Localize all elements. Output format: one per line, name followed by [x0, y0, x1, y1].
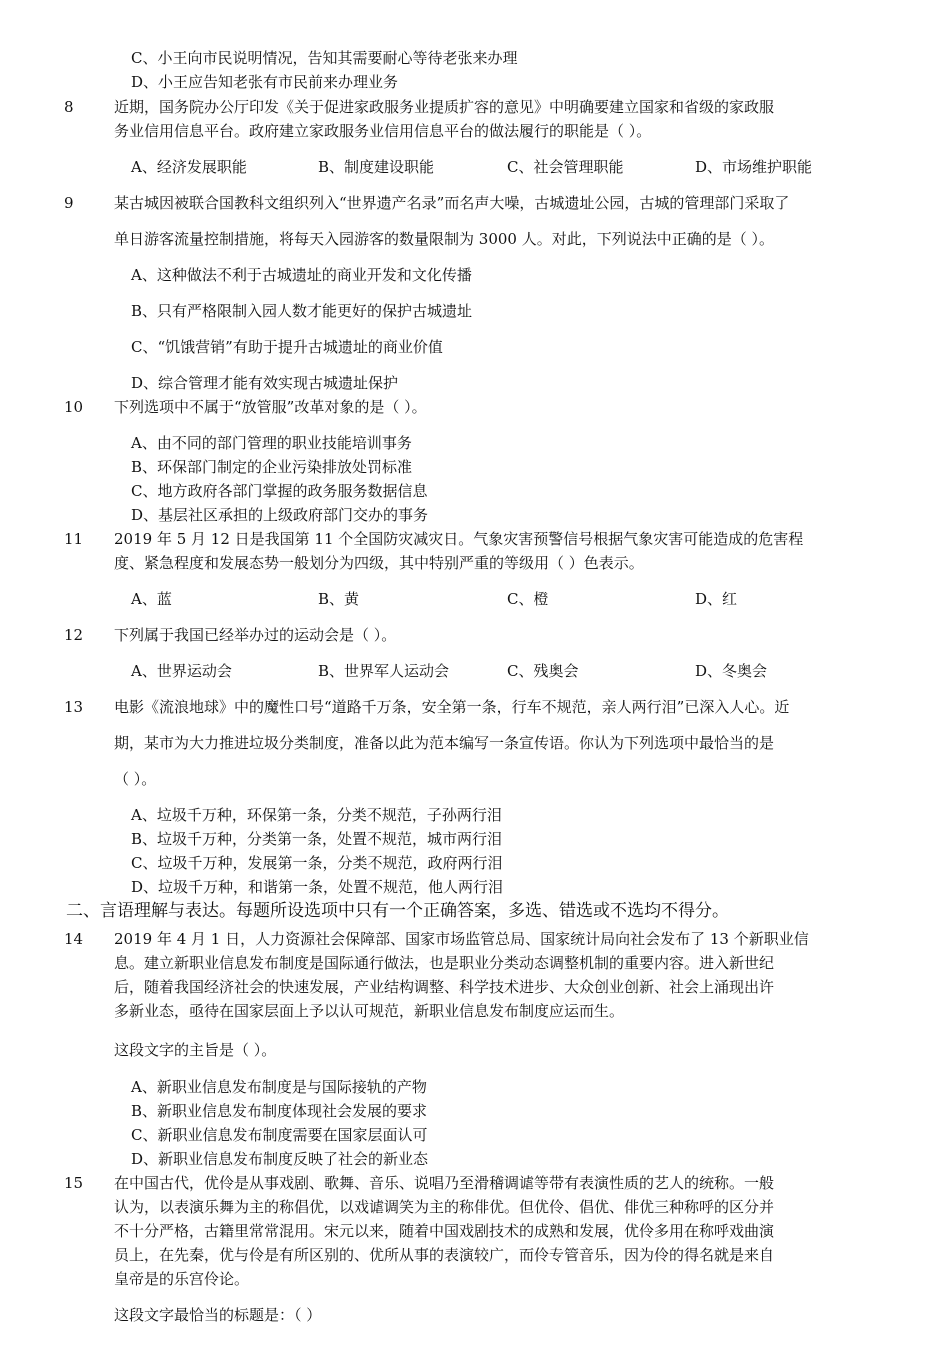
q10-option-c: C、地方政府各部门掌握的政务服务数据信息: [131, 482, 428, 500]
q11-option-c: C、橙: [507, 590, 549, 608]
q9-stem-line-2: 单日游客流量控制措施，将每天入园游客的数量限制为 3000 人。对此，下列说法中正确的是（ ）。: [114, 230, 774, 248]
q11-stem-line-2: 度、紧急程度和发展态势一般划分为四级，其中特别严重的等级用（ ）色表示。: [114, 554, 644, 572]
q10-option-b: B、环保部门制定的企业污染排放处罚标准: [131, 458, 413, 476]
q10-stem: 下列选项中不属于“放管服”改革对象的是（ ）。: [114, 398, 427, 416]
q13-option-c: C、垃圾千万种，发展第一条，分类不规范，政府两行泪: [131, 854, 503, 872]
q13-stem-line-3: （ ）。: [114, 770, 157, 788]
section-heading: 二、言语理解与表达。每题所设选项中只有一个正确答案，多选、错选或不选均不得分。: [66, 901, 729, 921]
q8-number: 8: [64, 98, 74, 116]
q9-option-d: D、综合管理才能有效实现古城遗址保护: [131, 374, 399, 392]
q15-question: 这段文字最恰当的标题是：（ ）: [114, 1306, 322, 1324]
q12-option-b: B、世界军人运动会: [318, 662, 450, 680]
q10-number: 10: [64, 398, 84, 416]
q9-stem-line-1: 某古城因被联合国教科文组织列入“世界遗产名录”而名声大噪，古城遗址公园，古城的管理部门采取了: [114, 194, 790, 212]
q11-option-b: B、黄: [318, 590, 360, 608]
q14-option-c: C、新职业信息发布制度需要在国家层面认可: [131, 1126, 428, 1144]
q9-option-a: A、这种做法不利于古城遗址的商业开发和文化传播: [131, 266, 472, 284]
q14-question: 这段文字的主旨是（ ）。: [114, 1041, 277, 1059]
q15-number: 15: [64, 1174, 84, 1192]
q11-stem-line-1: 2019 年 5 月 12 日是我国第 11 个全国防灾减灾日。气象灾害预警信号根据气象灾害可能造成的危害程: [114, 530, 804, 548]
q12-stem: 下列属于我国已经举办过的运动会是（ ）。: [114, 626, 397, 644]
q15-stem-line-1: 在中国古代，优伶是从事戏剧、歌舞、音乐、说唱乃至滑稽调谑等带有表演性质的艺人的统称。一般: [114, 1174, 775, 1192]
q12-option-a: A、世界运动会: [131, 662, 232, 680]
q11-option-a: A、蓝: [131, 590, 172, 608]
q7-option-d: D、小王应告知老张有市民前来办理业务: [131, 73, 399, 91]
q8-stem-line-2: 务业信用信息平台。政府建立家政服务业信用信息平台的做法履行的职能是（ ）。: [114, 122, 652, 140]
q14-stem-line-1: 2019 年 4 月 1 日，人力资源社会保障部、国家市场监管总局、国家统计局向社会发布了 13 个新职业信: [114, 930, 809, 948]
q9-option-b: B、只有严格限制入园人数才能更好的保护古城遗址: [131, 302, 473, 320]
q13-stem-line-2: 期，某市为大力推进垃圾分类制度，准备以此为范本编写一条宣传语。你认为下列选项中最恰当的是: [114, 734, 775, 752]
q13-option-d: D、垃圾千万种，和谐第一条，处置不规范，他人两行泪: [131, 878, 504, 896]
q14-stem-line-3: 后，随着我国经济社会的快速发展，产业结构调整、科学技术进步、大众创业创新、社会上涌现出许: [114, 978, 775, 996]
q15-stem-line-5: 皇帝是的乐宫伶论。: [114, 1270, 250, 1288]
q14-option-a: A、新职业信息发布制度是与国际接轨的产物: [131, 1078, 427, 1096]
q14-option-d: D、新职业信息发布制度反映了社会的新业态: [131, 1150, 429, 1168]
q8-option-c: C、社会管理职能: [507, 158, 624, 176]
q9-number: 9: [64, 194, 74, 212]
q13-stem-line-1: 电影《流浪地球》中的魔性口号“道路千万条，安全第一条，行车不规范，亲人两行泪”已深入人心。近: [114, 698, 790, 716]
q15-stem-line-2: 认为，以表演乐舞为主的称倡优，以戏谑调笑为主的称俳优。但优伶、倡优、俳优三种称呼的区分并: [114, 1198, 775, 1216]
q11-option-d: D、红: [695, 590, 738, 608]
q12-option-c: C、残奥会: [507, 662, 579, 680]
q12-number: 12: [64, 626, 84, 644]
q8-option-d: D、市场维护职能: [695, 158, 813, 176]
q15-stem-line-3: 不十分严格，古籍里常常混用。宋元以来，随着中国戏剧技术的成熟和发展，优伶多用在称呼戏曲演: [114, 1222, 775, 1240]
q8-option-b: B、制度建设职能: [318, 158, 435, 176]
q8-option-a: A、经济发展职能: [131, 158, 247, 176]
q10-option-a: A、由不同的部门管理的职业技能培训事务: [131, 434, 412, 452]
q13-number: 13: [64, 698, 84, 716]
q11-number: 11: [64, 530, 84, 548]
q9-option-c: C、“饥饿营销”有助于提升古城遗址的商业价值: [131, 338, 443, 356]
q13-option-b: B、垃圾千万种，分类第一条，处置不规范，城市两行泪: [131, 830, 503, 848]
q13-option-a: A、垃圾千万种，环保第一条，分类不规范，子孙两行泪: [131, 806, 502, 824]
q14-stem-line-2: 息。建立新职业信息发布制度是国际通行做法，也是职业分类动态调整机制的重要内容。进入新世纪: [114, 954, 775, 972]
q12-option-d: D、冬奥会: [695, 662, 768, 680]
q14-option-b: B、新职业信息发布制度体现社会发展的要求: [131, 1102, 428, 1120]
q14-stem-line-4: 多新业态，亟待在国家层面上予以认可规范，新职业信息发布制度应运而生。: [114, 1002, 625, 1020]
q14-number: 14: [64, 930, 84, 948]
q8-stem-line-1: 近期，国务院办公厅印发《关于促进家政服务业提质扩容的意见》中明确要建立国家和省级的家政服: [114, 98, 775, 116]
q10-option-d: D、基层社区承担的上级政府部门交办的事务: [131, 506, 429, 524]
q15-stem-line-4: 员上，在先秦，优与伶是有所区别的、优所从事的表演较广，而伶专管音乐，因为伶的得名就是来自: [114, 1246, 775, 1264]
q7-option-c: C、小王向市民说明情况，告知其需要耐心等待老张来办理: [131, 49, 518, 67]
